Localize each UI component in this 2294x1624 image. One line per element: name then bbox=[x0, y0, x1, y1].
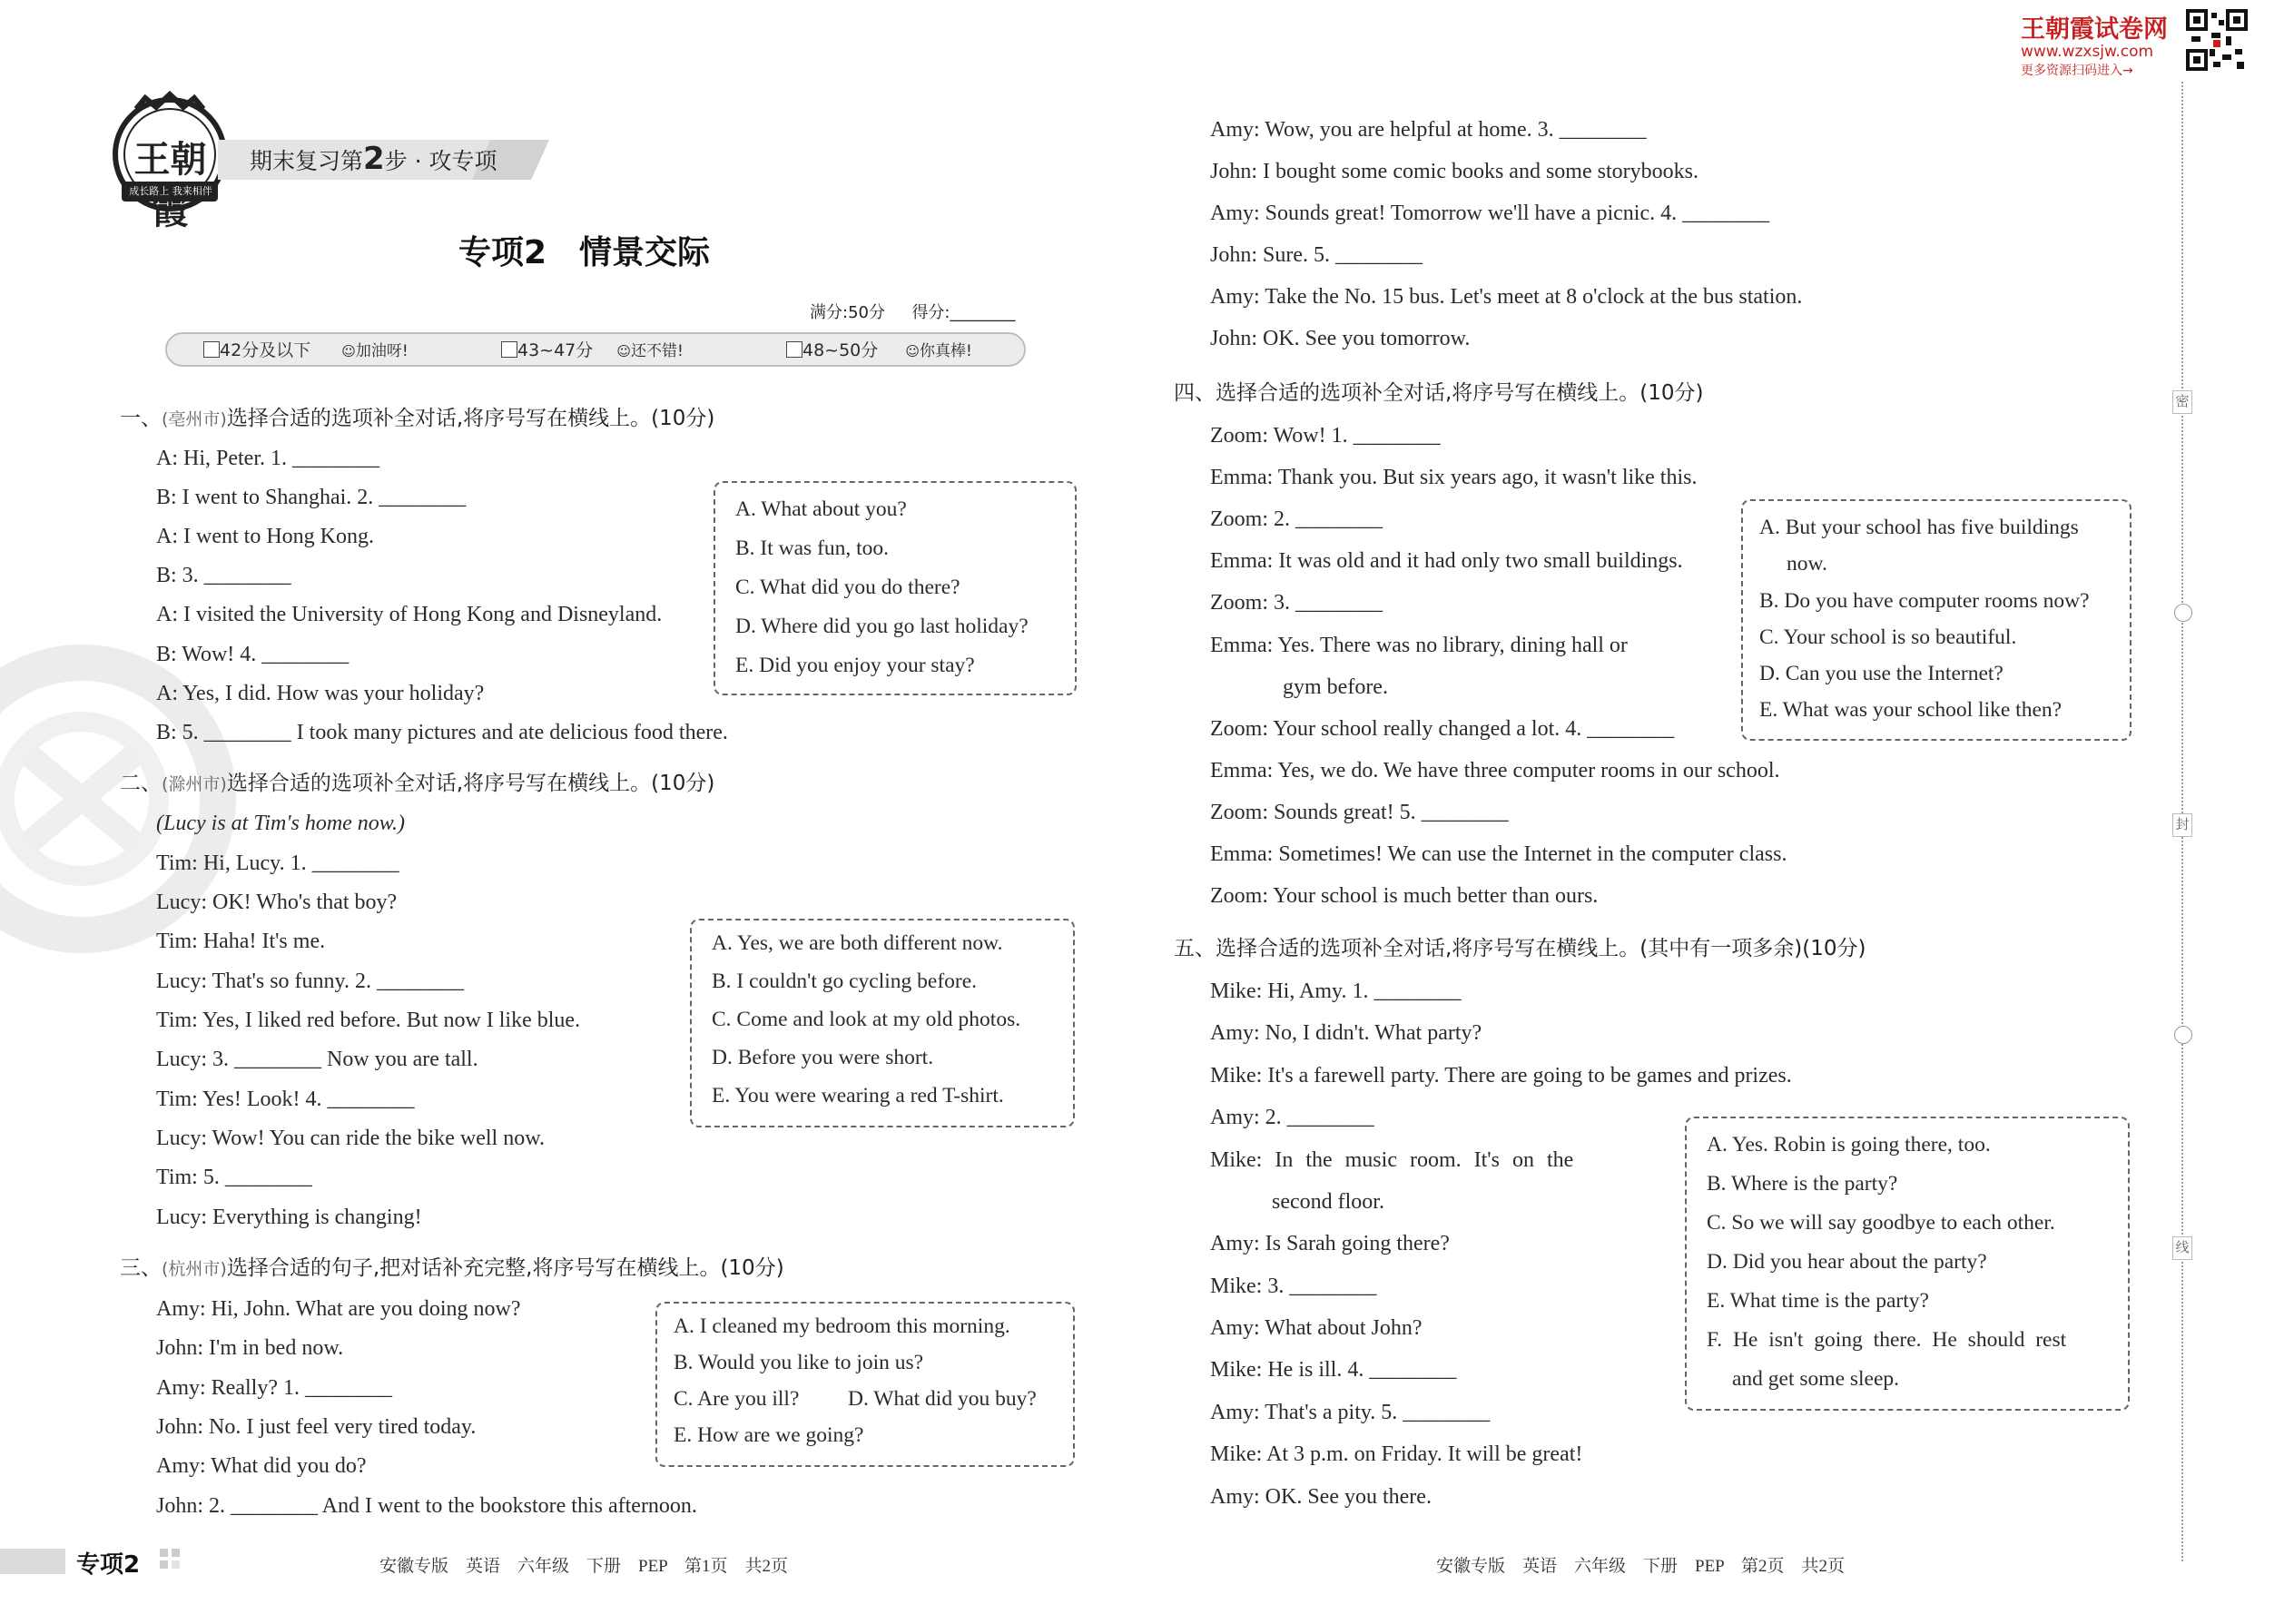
rating-range-3: 48~50分 bbox=[802, 340, 879, 360]
option-item: A. Yes, we are both different now. bbox=[712, 931, 1003, 955]
dialogue-line[interactable]: Amy: 2. ________ bbox=[1210, 1106, 1374, 1129]
dialogue-line[interactable]: Amy: Really? 1. ________ bbox=[156, 1376, 392, 1400]
option-item: A. But your school has five buildings bbox=[1759, 516, 2079, 539]
dialogue-line: Mike: At 3 p.m. on Friday. It will be great! bbox=[1210, 1442, 1583, 1466]
dialogue-line: Lucy: OK! Who's that boy? bbox=[156, 891, 398, 914]
option-item: E. You were wearing a red T-shirt. bbox=[712, 1084, 1004, 1107]
site-name: 王朝霞试卷网 bbox=[2021, 15, 2168, 44]
footer-page-info-right: 安徽专版 英语 六年级 下册 PEP 第2页 共2页 bbox=[1436, 1557, 1846, 1576]
option-item: E. Did you enjoy your stay? bbox=[735, 654, 975, 677]
dialogue-line[interactable]: Zoom: 2. ________ bbox=[1210, 507, 1383, 531]
rating-msg-1: 加油呀! bbox=[355, 342, 409, 360]
binding-hole-icon bbox=[2174, 1026, 2192, 1044]
dialogue-line: Amy: Is Sarah going there? bbox=[1210, 1232, 1450, 1255]
smile-icon: ☺ bbox=[341, 343, 356, 359]
section-4-heading: 四、选择合适的选项补全对话,将序号写在横线上。(10分) bbox=[1174, 381, 1704, 405]
dialogue-line: Emma: Thank you. But six years ago, it wasn't like this. bbox=[1210, 466, 1698, 489]
option-item: and get some sleep. bbox=[1732, 1367, 1900, 1391]
rating-checkbox-2[interactable] bbox=[501, 341, 517, 358]
dialogue-line[interactable]: John: Sure. 5. ________ bbox=[1210, 243, 1423, 267]
section-2-heading: 二、(滁州市)选择合适的选项补全对话,将序号写在横线上。(10分) bbox=[120, 772, 715, 795]
option-item: B. Would you like to join us? bbox=[674, 1351, 924, 1374]
dialogue-line: Emma: It was old and it had only two small buildings. bbox=[1210, 549, 1683, 573]
dialogue-line: Amy: Hi, John. What are you doing now? bbox=[156, 1297, 521, 1321]
option-item: C. Come and look at my old photos. bbox=[712, 1008, 1021, 1031]
dialogue-line: John: No. I just feel very tired today. bbox=[156, 1415, 477, 1439]
scene-note: (Lucy is at Tim's home now.) bbox=[156, 812, 406, 835]
dialogue-line[interactable]: Amy: That's a pity. 5. ________ bbox=[1210, 1401, 1491, 1424]
option-item: D. Did you hear about the party? bbox=[1707, 1250, 1987, 1274]
rating-checkbox-1[interactable] bbox=[203, 341, 220, 358]
dialogue-line: gym before. bbox=[1283, 675, 1388, 699]
section-5-options bbox=[1685, 1117, 2130, 1411]
rating-range-1: 42分及以下 bbox=[220, 340, 311, 360]
option-item: B. It was fun, too. bbox=[735, 536, 890, 560]
banner-text: 期末复习第 bbox=[250, 148, 364, 174]
dialogue-line[interactable]: Mike: Hi, Amy. 1. ________ bbox=[1210, 979, 1462, 1003]
option-item: A. I cleaned my bedroom this morning. bbox=[674, 1314, 1010, 1338]
option-item: C. So we will say goodbye to each other. bbox=[1707, 1211, 2055, 1235]
option-item: E. What time is the party? bbox=[1707, 1289, 1929, 1313]
footer-tag-bar bbox=[0, 1549, 65, 1574]
banner bbox=[218, 136, 563, 183]
dialogue-line[interactable]: Mike: 3. ________ bbox=[1210, 1275, 1377, 1298]
dialogue-line: Amy: No, I didn't. What party? bbox=[1210, 1021, 1482, 1045]
option-item: B. Where is the party? bbox=[1707, 1172, 1898, 1196]
logo-text: 王朝霞 bbox=[133, 138, 207, 232]
dialogue-line[interactable]: B: Wow! 4. ________ bbox=[156, 643, 350, 666]
option-item: now. bbox=[1787, 552, 1827, 576]
option-item: A. Yes. Robin is going there, too. bbox=[1707, 1133, 1991, 1156]
logo-subtext: 成长路上 我来相伴 bbox=[129, 185, 212, 197]
dialogue-line: Tim: Haha! It's me. bbox=[156, 930, 326, 953]
option-item: C. Your school is so beautiful. bbox=[1759, 625, 2017, 649]
dialogue-line[interactable]: B: 3. ________ bbox=[156, 564, 291, 587]
option-item: D. Before you were short. bbox=[712, 1046, 934, 1069]
dialogue-line[interactable]: Zoom: 3. ________ bbox=[1210, 591, 1383, 615]
dialogue-line[interactable]: Tim: Yes! Look! 4. ________ bbox=[156, 1088, 415, 1111]
dialogue-line: Tim: Yes, I liked red before. But now I like blue. bbox=[156, 1009, 581, 1032]
full-score: 满分:50分 bbox=[810, 303, 885, 322]
option-item: C. What did you do there? bbox=[735, 576, 960, 599]
dialogue-line[interactable]: Amy: Wow, you are helpful at home. 3. ________ bbox=[1210, 118, 1647, 142]
dialogue-line[interactable]: Tim: Hi, Lucy. 1. ________ bbox=[156, 851, 399, 875]
dialogue-line: Amy: OK. See you there. bbox=[1210, 1485, 1432, 1509]
dialogue-line[interactable]: Lucy: 3. ________ Now you are tall. bbox=[156, 1048, 478, 1071]
dialogue-line: A: I went to Hong Kong. bbox=[156, 525, 374, 548]
dialogue-line[interactable]: B: 5. ________ I took many pictures and ate delicious food there. bbox=[156, 721, 728, 744]
dialogue-line: Lucy: Everything is changing! bbox=[156, 1206, 422, 1229]
footer-tag: 专项2 bbox=[76, 1551, 141, 1579]
dialogue-line: Emma: Sometimes! We can use the Internet in the computer class. bbox=[1210, 842, 1787, 866]
dialogue-line: Emma: Yes, we do. We have three computer rooms in our school. bbox=[1210, 759, 1780, 782]
footer-page-info-left: 安徽专版 英语 六年级 下册 PEP 第1页 共2页 bbox=[379, 1557, 789, 1576]
site-brand bbox=[2021, 9, 2184, 79]
page-title: 专项2 情景交际 bbox=[458, 234, 711, 271]
dialogue-line: Amy: What did you do? bbox=[156, 1454, 367, 1478]
dialogue-line[interactable]: John: 2. ________ And I went to the bookstore this afternoon. bbox=[156, 1494, 697, 1518]
option-item: B. Do you have computer rooms now? bbox=[1759, 589, 2090, 613]
section-2-options bbox=[690, 919, 1075, 1127]
rating-checkbox-3[interactable] bbox=[786, 341, 802, 358]
dialogue-line: A: Yes, I did. How was your holiday? bbox=[156, 682, 485, 705]
score-field[interactable]: 得分:________ bbox=[911, 303, 1016, 322]
dialogue-line: John: I'm in bed now. bbox=[156, 1336, 344, 1360]
dialogue-line[interactable]: Tim: 5. ________ bbox=[156, 1166, 312, 1189]
smile-icon: ☺ bbox=[905, 343, 920, 359]
option-item: C. Are you ill? bbox=[674, 1387, 800, 1411]
dialogue-line[interactable]: Zoom: Sounds great! 5. ________ bbox=[1210, 801, 1509, 824]
seal-mark-mi: 密 bbox=[2172, 390, 2192, 414]
rating-msg-3: 你真棒! bbox=[919, 342, 972, 360]
dialogue-line[interactable]: Zoom: Your school really changed a lot. 4. ________ bbox=[1210, 717, 1675, 741]
site-more: 更多资源扫码进入→ bbox=[2021, 64, 2133, 78]
option-item: A. What about you? bbox=[735, 497, 907, 521]
rating-bar bbox=[165, 332, 1026, 367]
binding-hole-icon bbox=[2174, 604, 2192, 622]
dialogue-line[interactable]: A: Hi, Peter. 1. ________ bbox=[156, 447, 379, 470]
section-5-heading: 五、选择合适的选项补全对话,将序号写在横线上。(其中有一项多余)(10分) bbox=[1174, 937, 1866, 960]
dialogue-line[interactable]: Mike: He is ill. 4. ________ bbox=[1210, 1358, 1457, 1382]
dialogue-line: A: I visited the University of Hong Kong and Disneyland. bbox=[156, 603, 663, 626]
dialogue-line[interactable]: Lucy: That's so funny. 2. ________ bbox=[156, 969, 464, 993]
dialogue-line: John: OK. See you tomorrow. bbox=[1210, 327, 1471, 350]
brand-logo bbox=[109, 91, 231, 232]
footer-squares-icon bbox=[160, 1549, 185, 1574]
dialogue-line: Mike: It's a farewell party. There are going to be games and prizes. bbox=[1210, 1064, 1792, 1088]
option-item: D. Can you use the Internet? bbox=[1759, 662, 2004, 685]
dialogue-line: Mike: In the music room. It's on the bbox=[1210, 1148, 1574, 1172]
dialogue-line: Zoom: Your school is much better than ours. bbox=[1210, 884, 1599, 908]
option-item: E. How are we going? bbox=[674, 1423, 864, 1447]
option-item: F. He isn't going there. He should rest bbox=[1707, 1328, 2067, 1352]
section-4-options bbox=[1741, 499, 2132, 741]
rating-range-2: 43~47分 bbox=[517, 340, 594, 360]
smile-icon: ☺ bbox=[616, 343, 631, 359]
option-item: B. I couldn't go cycling before. bbox=[712, 969, 978, 993]
dialogue-line: John: I bought some comic books and some storybooks. bbox=[1210, 160, 1698, 183]
dialogue-line: Lucy: Wow! You can ride the bike well now. bbox=[156, 1127, 545, 1150]
dialogue-line: Amy: Take the No. 15 bus. Let's meet at 8 o'clock at the bus station. bbox=[1210, 285, 1803, 309]
rating-msg-2: 还不错! bbox=[630, 342, 684, 360]
banner-suffix: 步 · 攻专项 bbox=[384, 148, 497, 174]
dialogue-line: second floor. bbox=[1272, 1190, 1384, 1214]
seal-mark-xian: 线 bbox=[2172, 1236, 2192, 1260]
seal-mark-feng: 封 bbox=[2172, 813, 2192, 837]
option-item: D. Where did you go last holiday? bbox=[735, 615, 1029, 638]
section-3-options bbox=[655, 1302, 1075, 1467]
dialogue-line[interactable]: Amy: Sounds great! Tomorrow we'll have a picnic. 4. ________ bbox=[1210, 202, 1770, 225]
section-3-heading: 三、(杭州市)选择合适的句子,把对话补充完整,将序号写在横线上。(10分) bbox=[120, 1256, 784, 1280]
qr-code-icon[interactable] bbox=[2186, 9, 2248, 71]
dialogue-line[interactable]: Zoom: Wow! 1. ________ bbox=[1210, 424, 1441, 448]
dialogue-line: Amy: What about John? bbox=[1210, 1316, 1423, 1340]
option-item: E. What was your school like then? bbox=[1759, 698, 2063, 722]
section-1-heading: 一、(亳州市)选择合适的选项补全对话,将序号写在横线上。(10分) bbox=[120, 407, 715, 430]
option-item: D. What did you buy? bbox=[848, 1387, 1037, 1411]
banner-num: 2 bbox=[363, 141, 385, 177]
site-url: www.wzxsjw.com bbox=[2021, 43, 2154, 61]
dialogue-line[interactable]: B: I went to Shanghai. 2. ________ bbox=[156, 486, 467, 509]
section-1-options bbox=[714, 481, 1077, 695]
dialogue-line: Emma: Yes. There was no library, dining hall or bbox=[1210, 634, 1628, 657]
